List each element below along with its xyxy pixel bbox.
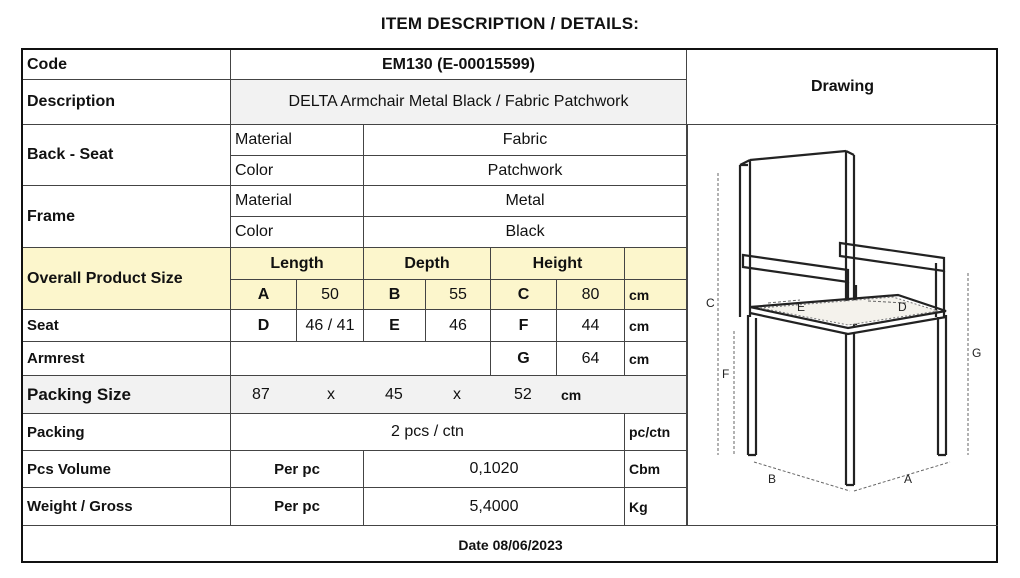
packing-size-label: Packing Size xyxy=(23,375,231,413)
back-seat-label: Back - Seat xyxy=(23,124,231,185)
drawing-panel xyxy=(687,124,998,525)
drawing-letter-b: B xyxy=(768,472,777,486)
dim-c-value: 80 xyxy=(557,279,625,309)
drawing-letter-c: C xyxy=(706,296,715,310)
dim-f-letter: F xyxy=(491,309,557,341)
packing-label: Packing xyxy=(23,413,231,450)
weight-value: 5,4000 xyxy=(364,487,625,525)
seat-label: Seat xyxy=(23,309,231,341)
frame-material-label: Material xyxy=(231,185,364,216)
pcs-volume-unit: Cbm xyxy=(625,450,687,487)
packing-value: 2 pcs / ctn xyxy=(231,413,625,450)
length-header: Length xyxy=(231,247,364,279)
back-seat-material-label: Material xyxy=(231,124,364,155)
dim-g-value: 64 xyxy=(557,341,625,375)
code-value: EM130 (E-00015599) xyxy=(231,50,687,79)
back-seat-color-label: Color xyxy=(231,155,364,185)
packing-x2: x xyxy=(453,385,461,403)
dim-e-value: 46 xyxy=(426,309,491,341)
drawing-letter-f: F xyxy=(722,367,730,381)
packing-size-unit: cm xyxy=(561,386,582,403)
description-value: DELTA Armchair Metal Black / Fabric Patchwork xyxy=(231,79,687,124)
packing-size-row xyxy=(231,375,687,413)
dim-e-letter: E xyxy=(364,309,426,341)
armrest-unit: cm xyxy=(625,341,687,375)
height-header: Height xyxy=(491,247,625,279)
overall-unit: cm xyxy=(625,279,687,309)
dim-g-letter: G xyxy=(491,341,557,375)
packing-height: 52 xyxy=(514,385,532,403)
armrest-blank xyxy=(231,341,491,375)
armrest-label: Armrest xyxy=(23,341,231,375)
code-label: Code xyxy=(23,50,231,79)
packing-x1: x xyxy=(327,385,335,403)
drawing-letter-d: D xyxy=(898,300,907,314)
packing-length: 87 xyxy=(252,385,270,403)
packing-unit: pc/ctn xyxy=(625,413,687,450)
drawing-label: Drawing xyxy=(810,78,875,95)
dim-c-letter: C xyxy=(491,279,557,309)
frame-material: Metal xyxy=(364,185,687,216)
weight-per: Per pc xyxy=(231,487,364,525)
weight-label: Weight / Gross xyxy=(23,487,231,525)
dim-b-letter: B xyxy=(364,279,426,309)
pcs-volume-value: 0,1020 xyxy=(364,450,625,487)
drawing-letter-e: E xyxy=(797,300,806,314)
frame-color: Black xyxy=(364,216,687,247)
dim-d-value: 46 / 41 xyxy=(297,309,364,341)
packing-width: 45 xyxy=(385,385,403,403)
drawing-letter-a: A xyxy=(904,472,913,486)
dim-d-letter: D xyxy=(231,309,297,341)
pcs-volume-per: Per pc xyxy=(231,450,364,487)
dim-a-value: 50 xyxy=(297,279,364,309)
depth-header: Depth xyxy=(364,247,491,279)
seat-unit: cm xyxy=(625,309,687,341)
date-footer: Date 08/06/2023 xyxy=(23,525,998,563)
dim-b-value: 55 xyxy=(426,279,491,309)
overall-header-blank xyxy=(625,247,687,279)
weight-unit: Kg xyxy=(625,487,687,525)
frame-label: Frame xyxy=(23,185,231,247)
drawing-letter-g: G xyxy=(972,346,982,360)
page-title: ITEM DESCRIPTION / DETAILS: xyxy=(380,14,640,33)
dim-a-letter: A xyxy=(231,279,297,309)
back-seat-color: Patchwork xyxy=(364,155,687,185)
pcs-volume-label: Pcs Volume xyxy=(23,450,231,487)
details-table xyxy=(21,48,998,563)
back-seat-material: Fabric xyxy=(364,124,687,155)
overall-size-label: Overall Product Size xyxy=(23,247,231,309)
chair-drawing xyxy=(688,125,999,526)
dim-f-value: 44 xyxy=(557,309,625,341)
description-label: Description xyxy=(23,79,231,124)
frame-color-label: Color xyxy=(231,216,364,247)
